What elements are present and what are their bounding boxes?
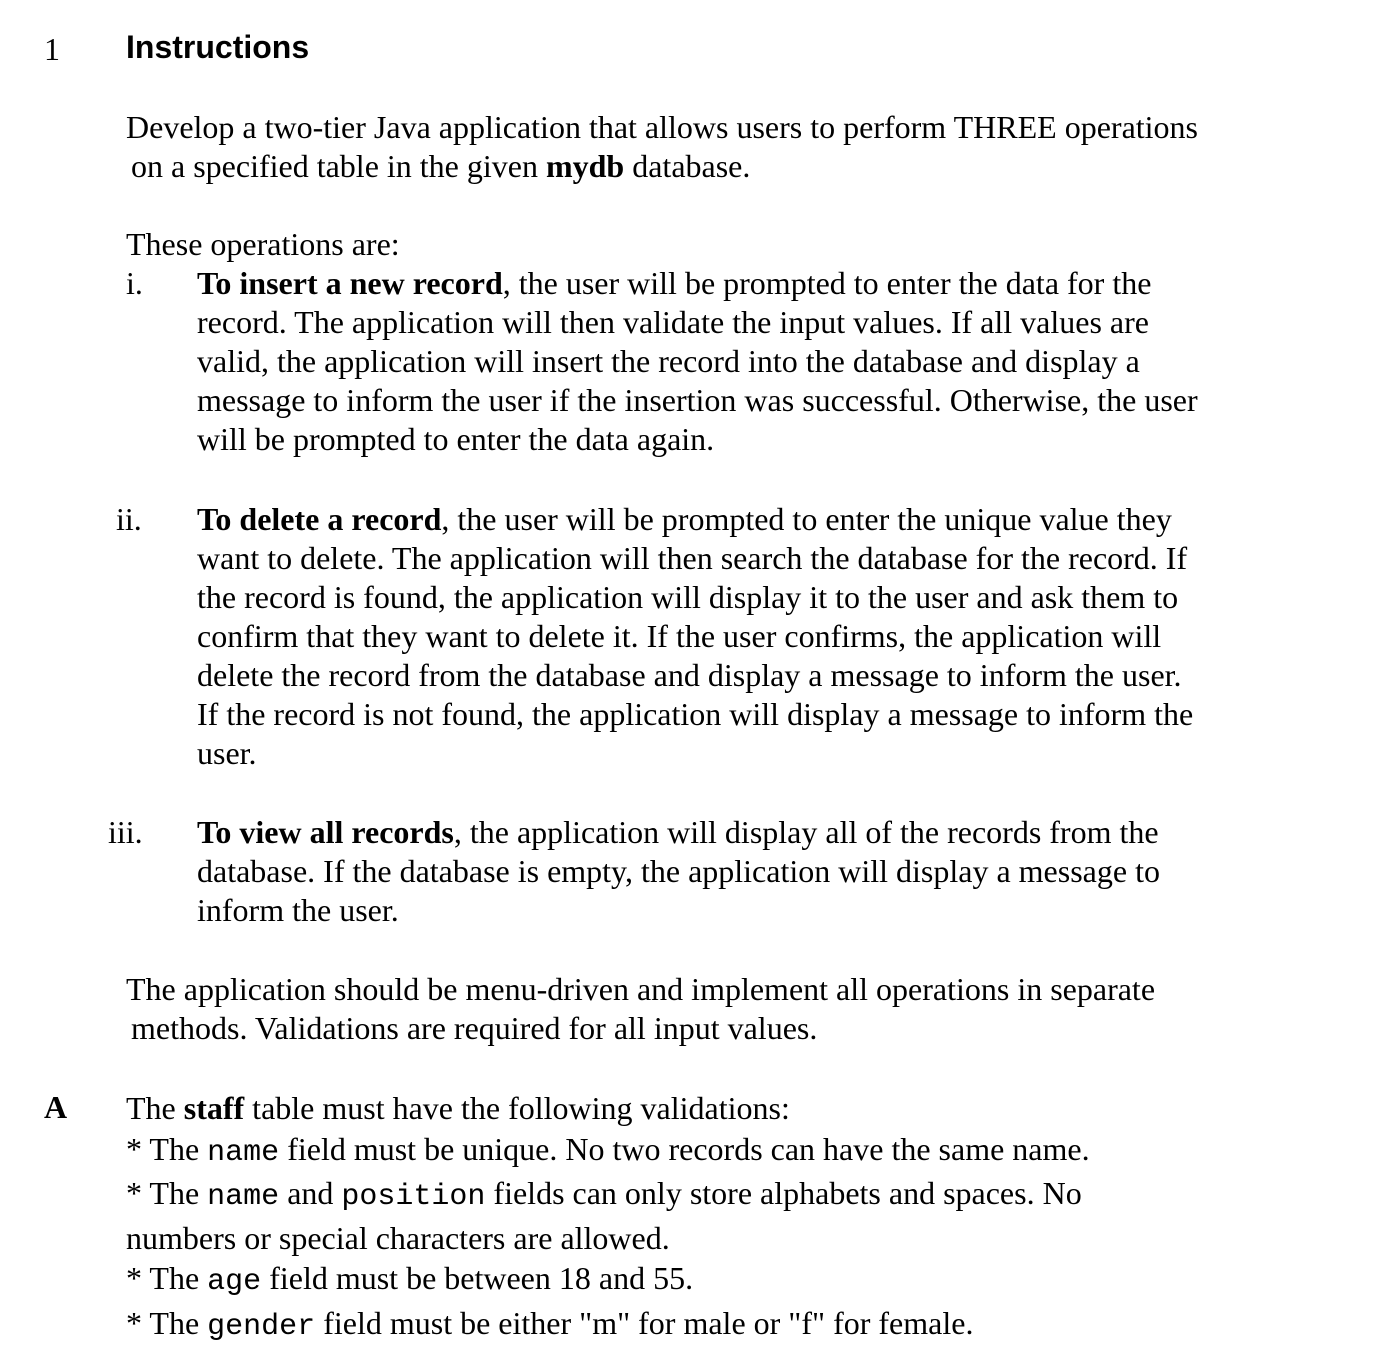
validation-rule-gender [126, 1303, 1326, 1347]
rule-bullet: * The [126, 1260, 208, 1296]
field-name-code: name [207, 1180, 280, 1214]
rule-text: field must be unique. No two records can have the same name. [279, 1130, 1090, 1167]
intro-line-2-end: database. [624, 148, 751, 184]
closing-paragraph [126, 970, 1326, 1048]
operation-line-text: , the user will be prompted to enter the data for the [502, 265, 1152, 301]
operation-title: To delete a record [197, 501, 442, 537]
rule-bullet: * The [126, 1130, 208, 1167]
field-age-code: age [207, 1265, 262, 1299]
rule-text: and [279, 1175, 342, 1211]
table-name: staff [183, 1090, 245, 1126]
operation-line-text: , the user will be prompted to enter the unique value they [441, 501, 1172, 537]
operation-view-description [197, 813, 1297, 930]
section-number: 1 [44, 31, 60, 67]
operation-line: delete the record from the database and display a message to inform the user. [197, 657, 1182, 693]
operation-title: To view all records [197, 814, 454, 850]
operation-line: user. [197, 735, 257, 771]
operation-title: To insert a new record [197, 265, 503, 301]
part-letter: A [44, 1089, 68, 1125]
operation-numeral-3: iii. [108, 814, 143, 850]
section-title: Instructions [126, 29, 310, 65]
operation-line: valid, the application will insert the record into the database and display a [197, 343, 1140, 379]
validation-rules [126, 1088, 1326, 1347]
intro-line-2-text: on a specified table in the given [131, 148, 546, 184]
closing-line-2: methods. Validations are required for all input values. [131, 1010, 818, 1046]
intro-line-2 [126, 147, 1326, 186]
rule-text: fields can only store alphabets and spaces. No [485, 1175, 1082, 1211]
validation-rule-age [126, 1258, 1326, 1303]
operation-line: will be prompted to enter the data again. [197, 421, 715, 457]
validation-rule-name-unique [126, 1129, 1326, 1174]
rule-text: field must be between 18 and 55. [261, 1260, 694, 1296]
operation-line: inform the user. [197, 892, 399, 928]
operation-line-text: , the application will display all of the records from the [453, 814, 1159, 850]
intro-paragraph [126, 108, 1326, 186]
operation-line: want to delete. The application will then search the database for the record. If [197, 540, 1188, 576]
operations-heading: These operations are: [126, 226, 400, 262]
field-position-code: position [341, 1180, 486, 1214]
operation-line [197, 813, 1297, 852]
validation-rule-alphabets [126, 1173, 1326, 1218]
operation-line: record. The application will then validate the input values. If all values are [197, 304, 1149, 340]
field-gender-code: gender [207, 1309, 316, 1344]
rule-text: field must be either "m" for male or "f" for female. [315, 1304, 974, 1341]
validation-intro-end: table must have the following validations: [244, 1090, 790, 1126]
validation-rule-alphabets-cont: numbers or special characters are allowed. [126, 1219, 670, 1256]
intro-line-1: Develop a two-tier Java application that allows users to perform THREE operations [126, 109, 1198, 145]
operation-line: If the record is not found, the application will display a message to inform the [197, 696, 1194, 732]
operation-line: message to inform the user if the insertion was successful. Otherwise, the user [197, 382, 1198, 418]
field-name-code: name [207, 1135, 280, 1170]
operation-numeral-2: ii. [116, 501, 142, 537]
closing-line-1: The application should be menu-driven and implement all operations in separate [126, 971, 1156, 1007]
operation-numeral-1: i. [126, 265, 143, 301]
operation-line: confirm that they want to delete it. If the user confirms, the application will [197, 618, 1162, 654]
operation-line: the record is found, the application will display it to the user and ask them to [197, 579, 1179, 615]
operation-line: database. If the database is empty, the application will display a message to [197, 853, 1160, 889]
database-name: mydb [545, 148, 625, 184]
rule-bullet: * The [126, 1304, 208, 1341]
rule-bullet: * The [126, 1175, 208, 1211]
operation-line [197, 264, 1297, 303]
operation-insert-description [197, 264, 1297, 459]
operation-delete-description [197, 500, 1297, 773]
validation-intro [126, 1088, 1326, 1129]
validation-intro-text: The [126, 1090, 184, 1126]
operation-line [197, 500, 1297, 539]
